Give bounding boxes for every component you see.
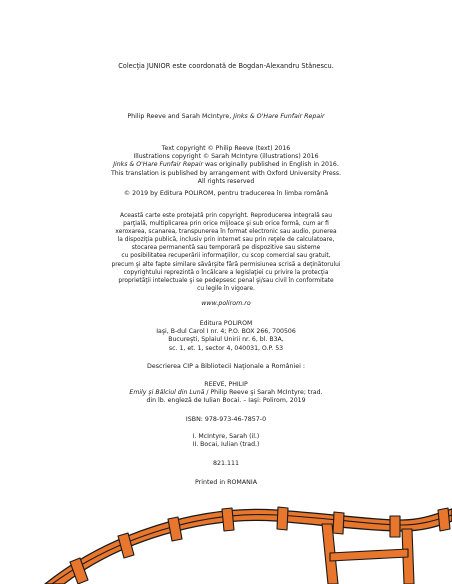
address-line: Bucureşti, Splaiul Unirii nr. 6, bl. B3A, <box>168 336 284 344</box>
contributor-translator: II. Bocai, Iulian (trad.) <box>192 441 260 449</box>
cip-title-rest: / Philip Reeve şi Sarah McIntyre; trad. <box>204 389 323 397</box>
arrangement-note: This translation is published by arrangement with Oxford University Press. <box>110 169 342 177</box>
legal-line: stocarea permanentă sau temporară pe dispozitive sau sisteme <box>131 245 321 252</box>
illustrations-copyright: Illustrations copyright © Sarah McIntyre (illustrations) 2016 <box>133 153 319 161</box>
series-note: Colecţia JUNIOR este coordonată de Bogdan-Alexandru Stănescu. <box>118 62 334 70</box>
printed-in: Printed in ROMANIA <box>194 479 258 486</box>
legal-line: cu posibilitatea recuperării informaţiilor, cu scop comercial sau gratuit, <box>121 253 331 260</box>
cip-heading: Descrierea CIP a Bibliotecii Naţionale a României : <box>147 363 305 370</box>
original-title: Jinks & O'Hare Funfair Repair <box>113 161 203 169</box>
address-line: Editura POLIROM <box>199 320 253 327</box>
rights-note: All rights reserved <box>197 177 255 185</box>
legal-line: copyrightului reprezintă o încălcare a legislaţiei cu privire la protecţia <box>123 269 329 276</box>
legal-line: proprietăţii intelectuale şi se pedepsesc penal şi/sau civil în conformitate <box>118 277 334 284</box>
cip-translation-line: din lb. engleză de Iulian Bocai. – Iaşi: Polirom, 2019 <box>146 397 306 405</box>
legal-line: Această carte este protejată prin copyright. Reproducerea integrală sau <box>120 213 332 219</box>
legal-line: cu legile în vigoare. <box>197 285 255 292</box>
contributor-illustrator: I. McIntyre, Sarah (il.) <box>192 433 260 440</box>
credit-title: Jinks & O'Hare Funfair Repair <box>233 113 325 120</box>
text-copyright: Text copyright © Philip Reeve (text) 2016 <box>161 145 291 152</box>
website-link[interactable]: www.polirom.ro <box>201 300 251 307</box>
credit-authors: Philip Reeve and Sarah McIntyre, <box>127 113 234 120</box>
cip-title: Emily şi Bâlciul din Lună <box>129 389 205 397</box>
isbn: ISBN: 978-973-46-7857-0 <box>185 416 267 423</box>
classification-number: 821.111 <box>212 460 240 467</box>
cip-main-entry: REEVE, PHILIP <box>204 381 248 388</box>
address-line: Iaşi, B-dul Carol I nr. 4; P.O. BOX 266, 700506 <box>156 328 296 336</box>
original-publication-rest: was originally published in English in 2016. <box>203 161 339 169</box>
publisher-copyright: © 2019 by Editura POLIROM, pentru traducerea în limba română <box>123 190 329 197</box>
legal-line: xeroxarea, scanarea, transpunerea în format electronic sau audio, punerea <box>115 229 337 236</box>
legal-line: la dispoziţia publică, inclusiv prin internet sau prin reţele de calculatoare, <box>117 237 335 244</box>
legal-line: precum şi alte fapte similare săvârşite fără permisiunea scrisă a deţinătorului <box>111 261 341 268</box>
address-line: sc. 1, et. 1, sector 4, 040031, O.P. 53 <box>168 344 284 352</box>
legal-line: parţială, multiplicarea prin orice mijloace şi sub orice formă, cum ar fi <box>123 221 329 228</box>
